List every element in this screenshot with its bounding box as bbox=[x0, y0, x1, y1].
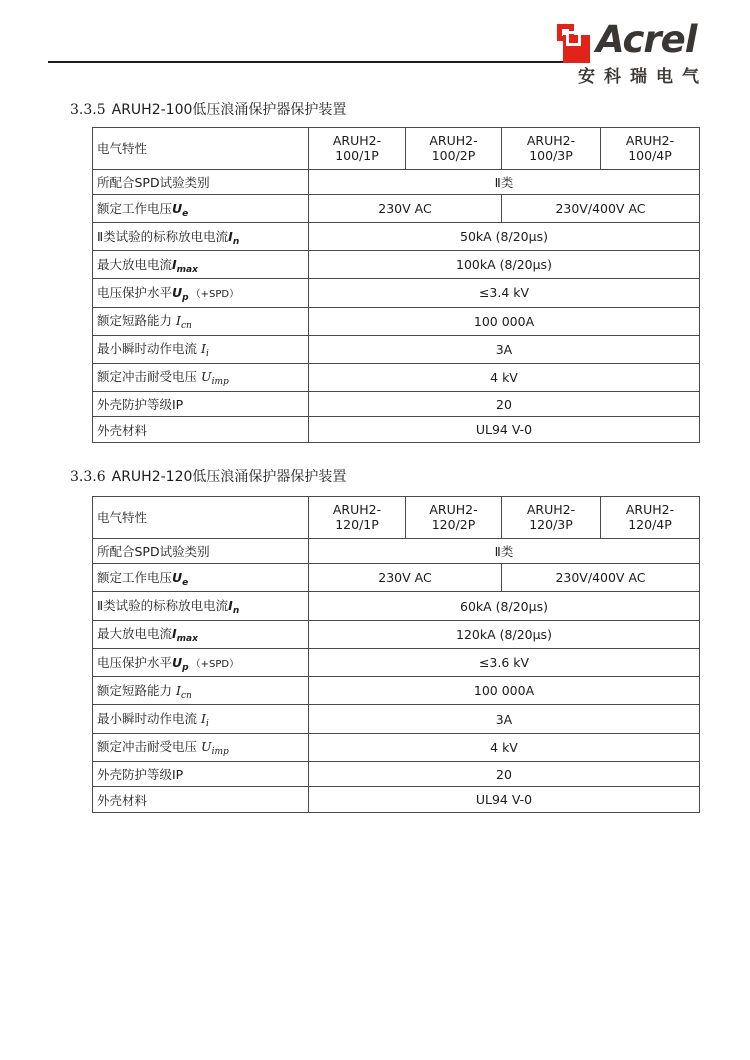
table-row-min-operating bbox=[93, 335, 700, 363]
row-label: 最大放电电流$I_{max}$ bbox=[93, 251, 309, 279]
table-row-max-current bbox=[93, 620, 700, 648]
row-label: 所配合SPD试验类别 bbox=[93, 169, 309, 194]
row-value: 3A bbox=[309, 705, 700, 733]
row-value: 230V/400V AC bbox=[502, 564, 700, 592]
row-label: 额定冲击耐受电压 $U_{imp}$ bbox=[93, 363, 309, 391]
row-label: 最小瞬时动作电流 $I_i$ bbox=[93, 705, 309, 733]
acrel-logo-icon bbox=[554, 24, 590, 66]
row-value: 120kA (8/20μs) bbox=[309, 620, 700, 648]
table-row-nominal-current bbox=[93, 592, 700, 620]
row-label: 最大放电电流$I_{max}$ bbox=[93, 620, 309, 648]
section-number: 3.3.6 bbox=[70, 469, 106, 485]
model-header-cell: ARUH2-100/4P bbox=[601, 128, 700, 170]
table-row-housing bbox=[93, 417, 700, 443]
section-number: 3.3.5 bbox=[70, 102, 106, 118]
table-row-spd-class bbox=[93, 169, 700, 194]
row-label: 额定工作电压$U_e$ bbox=[93, 195, 309, 223]
table-row-rated-voltage bbox=[93, 195, 700, 223]
row-value: Ⅱ类 bbox=[309, 169, 700, 194]
table-row-ip-rating bbox=[93, 761, 700, 787]
section-title: ARUH2-100低压浪涌保护器保护装置 bbox=[111, 102, 347, 118]
row-label: 额定工作电压$U_e$ bbox=[93, 564, 309, 592]
table-row-models bbox=[93, 497, 700, 539]
row-value: 20 bbox=[309, 391, 700, 416]
section-title: ARUH2-120低压浪涌保护器保护装置 bbox=[111, 469, 347, 485]
row-value: ≤3.4 kV bbox=[309, 279, 700, 307]
row-value: 3A bbox=[309, 335, 700, 363]
spec-table-aruh2-100 bbox=[92, 127, 700, 443]
row-label: Ⅱ类试验的标称放电电流$I_n$ bbox=[93, 592, 309, 620]
row-value: 50kA (8/20μs) bbox=[309, 223, 700, 251]
row-label: 外壳防护等级IP bbox=[93, 761, 309, 787]
row-label: 外壳材料 bbox=[93, 417, 309, 443]
row-label: 所配合SPD试验类别 bbox=[93, 538, 309, 564]
table-row-nominal-current bbox=[93, 223, 700, 251]
table-row-short-circuit bbox=[93, 307, 700, 335]
row-value: 4 kV bbox=[309, 733, 700, 761]
row-value: 230V AC bbox=[309, 564, 502, 592]
row-value: Ⅱ类 bbox=[309, 538, 700, 564]
row-value: 60kA (8/20μs) bbox=[309, 592, 700, 620]
row-value: UL94 V-0 bbox=[309, 787, 700, 813]
model-header-cell: ARUH2-100/3P bbox=[502, 128, 601, 170]
model-header-cell: ARUH2-120/2P bbox=[406, 497, 502, 539]
row-value: 100 000A bbox=[309, 677, 700, 705]
table-row-rated-voltage bbox=[93, 564, 700, 592]
row-value: 100 000A bbox=[309, 307, 700, 335]
row-value: 4 kV bbox=[309, 363, 700, 391]
table-row-impulse-voltage bbox=[93, 733, 700, 761]
table-row-max-current bbox=[93, 251, 700, 279]
brand-name-chinese: 安科瑞电气 bbox=[578, 67, 708, 87]
row-value: 100kA (8/20μs) bbox=[309, 251, 700, 279]
row-label: Ⅱ类试验的标称放电电流$I_n$ bbox=[93, 223, 309, 251]
row-label: 额定冲击耐受电压 $U_{imp}$ bbox=[93, 733, 309, 761]
model-header-cell: ARUH2-100/1P bbox=[309, 128, 406, 170]
table-row-protection-level bbox=[93, 279, 700, 307]
row-value: ≤3.6 kV bbox=[309, 648, 700, 676]
row-label: 电压保护水平$U_p$ （+SPD） bbox=[93, 648, 309, 676]
brand-name: Acrel bbox=[596, 18, 697, 61]
corner-header-cell: 电气特性 bbox=[93, 497, 309, 539]
table-row-protection-level bbox=[93, 648, 700, 676]
acrel-logo bbox=[552, 18, 742, 87]
model-header-cell: ARUH2-120/1P bbox=[309, 497, 406, 539]
row-label: 额定短路能力 $I_{cn}$ bbox=[93, 677, 309, 705]
spec-table-aruh2-120 bbox=[92, 496, 700, 813]
header-divider-rule bbox=[48, 61, 582, 63]
section-heading-aruh2-120 bbox=[70, 467, 346, 487]
table-row-spd-class bbox=[93, 538, 700, 564]
row-label: 额定短路能力 $I_{cn}$ bbox=[93, 307, 309, 335]
table-row-min-operating bbox=[93, 705, 700, 733]
table-row-ip-rating bbox=[93, 391, 700, 416]
model-header-cell: ARUH2-120/4P bbox=[601, 497, 700, 539]
row-label: 电压保护水平$U_p$ （+SPD） bbox=[93, 279, 309, 307]
row-value: 230V AC bbox=[309, 195, 502, 223]
table-row-impulse-voltage bbox=[93, 363, 700, 391]
row-label: 外壳材料 bbox=[93, 787, 309, 813]
table-row-short-circuit bbox=[93, 677, 700, 705]
corner-header-cell: 电气特性 bbox=[93, 128, 309, 170]
row-value: 20 bbox=[309, 761, 700, 787]
table-row-models bbox=[93, 128, 700, 170]
row-value: 230V/400V AC bbox=[502, 195, 700, 223]
row-label: 最小瞬时动作电流 $I_i$ bbox=[93, 335, 309, 363]
row-value: UL94 V-0 bbox=[309, 417, 700, 443]
model-header-cell: ARUH2-100/2P bbox=[406, 128, 502, 170]
row-label: 外壳防护等级IP bbox=[93, 391, 309, 416]
model-header-cell: ARUH2-120/3P bbox=[502, 497, 601, 539]
table-row-housing bbox=[93, 787, 700, 813]
section-heading-aruh2-100 bbox=[70, 100, 346, 120]
